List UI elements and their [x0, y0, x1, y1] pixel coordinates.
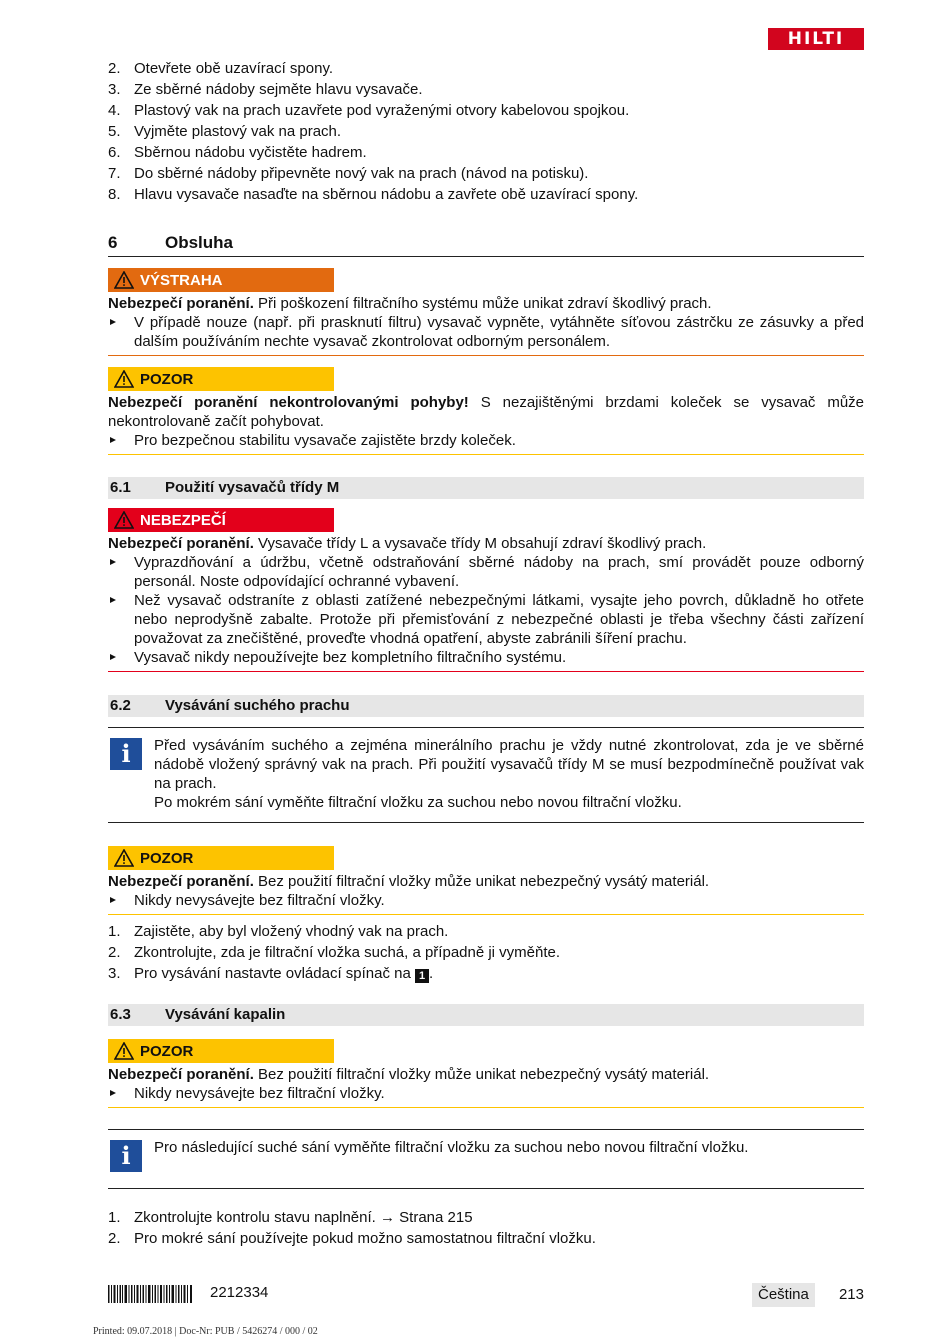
- warning-triangle-icon: [108, 1042, 140, 1060]
- step-number: 4.: [108, 102, 121, 119]
- caution-notice: [108, 846, 864, 915]
- bullet-item: Vysavač nikdy nepoužívejte bez kompletního filtračního systému.: [108, 648, 864, 667]
- info-text: Pro následující suché sání vyměňte filtrační vložku za suchou nebo novou filtrační vložku.: [154, 1139, 749, 1156]
- hazard-lead: Nebezpečí poranění.: [108, 873, 254, 890]
- step-number: 8.: [108, 186, 121, 203]
- page-footer: [108, 1283, 864, 1307]
- badge-label: POZOR: [140, 370, 194, 388]
- caution-notice: [108, 1039, 864, 1108]
- danger-badge: [108, 508, 334, 532]
- language-tab: Čeština: [752, 1283, 815, 1307]
- info-text: Po mokrém sání vyměňte filtrační vložku za suchou nebo novou filtrační vložku.: [154, 794, 682, 811]
- hazard-lead: Nebezpečí poranění nekontrolovanými pohyby!: [108, 394, 469, 411]
- section-title: Vysávání kapalin: [165, 1006, 286, 1023]
- list-item: [108, 963, 864, 984]
- info-box: [108, 727, 864, 823]
- section-heading-6: [108, 232, 864, 257]
- list-item: [108, 79, 864, 100]
- hazard-text: Bez použití filtrační vložky může unikat nebezpečný vysátý materiál.: [253, 873, 710, 890]
- arrow-icon: →: [379, 1209, 395, 1226]
- step-text: Otevřete obě uzavírací spony.: [134, 60, 333, 77]
- bullet-item: Pro bezpečnou stabilitu vysavače zajistěte brzdy koleček.: [108, 431, 864, 450]
- step-number: 3.: [108, 81, 121, 98]
- warning-triangle-icon: [108, 511, 140, 529]
- section-number: 6.3: [110, 1006, 131, 1023]
- step-number: 3.: [108, 965, 121, 982]
- info-icon: i: [110, 738, 142, 770]
- step-text: Sběrnou nádobu vyčistěte hadrem.: [134, 144, 367, 161]
- caution-notice: [108, 367, 864, 455]
- hazard-lead: Nebezpečí poranění.: [108, 1066, 254, 1083]
- caution-badge: [108, 846, 334, 870]
- hilti-logo: HILTI: [768, 28, 864, 50]
- caution-badge: [108, 1039, 334, 1063]
- bullet-item: Vyprazdňování a údržbu, včetně odstraňování sběrné nádoby na prach, smí provádět pouze odborný personál. Noste odpovídající ochranné vybavení.: [108, 553, 864, 591]
- step-text: Hlavu vysavače nasaďte na sběrnou nádobu a zavřete obě uzavírací spony.: [134, 186, 639, 203]
- warning-triangle-icon: [108, 271, 140, 289]
- list-item: [108, 184, 864, 205]
- hazard-text: Vysavače třídy L a vysavače třídy M obsahují zdraví škodlivý prach.: [253, 535, 707, 552]
- section-number: 6: [108, 233, 118, 252]
- bullet-item: Nikdy nevysávejte bez filtrační vložky.: [108, 891, 864, 910]
- section-title: Obsluha: [165, 233, 234, 252]
- steps-mid: [108, 921, 864, 984]
- steps-bottom: [108, 1207, 864, 1249]
- step-number: 2.: [108, 60, 121, 77]
- page-number: 213: [838, 1286, 864, 1303]
- hazard-text: Při poškození filtračního systému může unikat zdraví škodlivý prach.: [253, 295, 712, 312]
- list-item: [108, 1228, 864, 1249]
- switch-position-key: 1: [415, 969, 429, 983]
- warning-triangle-icon: [108, 849, 140, 867]
- hazard-lead: Nebezpečí poranění.: [108, 535, 254, 552]
- step-number: 6.: [108, 144, 121, 161]
- bullet-item: V případě nouze (např. při prasknutí filtru) vysavač vypněte, vytáhněte síťovou zástrčku ze zásuvky a před dalším používáním nechte vysavač zkontrolovat odborným personálem.: [108, 313, 864, 351]
- step-text: Ze sběrné nádoby sejměte hlavu vysavače.: [134, 81, 423, 98]
- step-text: Pro mokré sání používejte pokud možno samostatnou filtrační vložku.: [134, 1230, 596, 1247]
- step-text: Vyjměte plastový vak na prach.: [134, 123, 342, 140]
- page-content: [108, 58, 864, 1249]
- step-text-end: .: [429, 965, 434, 982]
- info-box: [108, 1129, 864, 1189]
- caution-badge: [108, 367, 334, 391]
- list-item: [108, 1207, 864, 1228]
- step-text: Do sběrné nádoby připevněte nový vak na prach (návod na potisku).: [134, 165, 589, 182]
- list-item: [108, 58, 864, 79]
- list-item: [108, 142, 864, 163]
- step-number: 2.: [108, 944, 121, 961]
- page-reference-link[interactable]: Strana 215: [394, 1209, 473, 1226]
- warning-badge: [108, 268, 334, 292]
- badge-label: POZOR: [140, 849, 194, 867]
- info-icon: i: [110, 1140, 142, 1172]
- list-item: [108, 921, 864, 942]
- steps-top: [108, 58, 864, 205]
- badge-label: VÝSTRAHA: [140, 271, 223, 289]
- hazard-text: Bez použití filtrační vložky může unikat nebezpečný vysátý materiál.: [253, 1066, 710, 1083]
- step-text: Zkontrolujte, zda je filtrační vložka suchá, a případně ji vyměňte.: [134, 944, 561, 961]
- step-number: 1.: [108, 923, 121, 940]
- print-info: Printed: 09.07.2018 | Doc-Nr: PUB / 5426274 / 000 / 02: [93, 1326, 318, 1337]
- badge-label: POZOR: [140, 1042, 194, 1060]
- step-number: 1.: [108, 1209, 121, 1226]
- step-text: Zajistěte, aby byl vložený vhodný vak na prach.: [134, 923, 449, 940]
- step-number: 2.: [108, 1230, 121, 1247]
- danger-notice: [108, 508, 864, 672]
- bullet-item: Než vysavač odstraníte z oblasti zatížené nebezpečnými látkami, vysajte jeho povrch, důkladně ho otřete nebo neprodyšně zabalte. Protože při přemisťování z nebezpečné oblasti je třeba všechny části zařízení považovat za znečištěné, proveďte vhodná opatření, abyste zabránili šíření prachu.: [108, 591, 864, 648]
- hazard-text: S nezajištěnými brzdami koleček se vysavač může nekontrolovaně začít pohybovat.: [108, 394, 865, 430]
- warning-notice: [108, 268, 864, 356]
- step-text: Pro vysávání nastavte ovládací spínač na: [134, 965, 415, 982]
- barcode-icon: [108, 1285, 192, 1303]
- step-number: 7.: [108, 165, 121, 182]
- list-item: [108, 100, 864, 121]
- section-heading-6-2: [108, 695, 864, 717]
- section-number: 6.1: [110, 479, 131, 496]
- section-heading-6-1: [108, 477, 864, 499]
- badge-label: NEBEZPEČÍ: [140, 511, 226, 529]
- section-heading-6-3: [108, 1004, 864, 1026]
- list-item: [108, 121, 864, 142]
- list-item: [108, 163, 864, 184]
- step-text: Zkontrolujte kontrolu stavu naplnění.: [134, 1209, 380, 1226]
- step-text: Plastový vak na prach uzavřete pod vyraženými otvory kabelovou spojkou.: [134, 102, 630, 119]
- document-number: 2212334: [210, 1284, 269, 1301]
- info-text: Před vysáváním suchého a zejména minerálního prachu je vždy nutné zkontrolovat, zda je ve sběrné nádobě vložený správný vak na prach. Při použití vysavačů třídy M se musí bezpodmínečně používat vak na prach.: [154, 737, 864, 792]
- bullet-item: Nikdy nevysávejte bez filtrační vložky.: [108, 1084, 864, 1103]
- section-title: Použití vysavačů třídy M: [165, 479, 340, 496]
- section-title: Vysávání suchého prachu: [165, 697, 350, 714]
- section-number: 6.2: [110, 697, 131, 714]
- hazard-lead: Nebezpečí poranění.: [108, 295, 254, 312]
- list-item: [108, 942, 864, 963]
- step-number: 5.: [108, 123, 121, 140]
- warning-triangle-icon: [108, 370, 140, 388]
